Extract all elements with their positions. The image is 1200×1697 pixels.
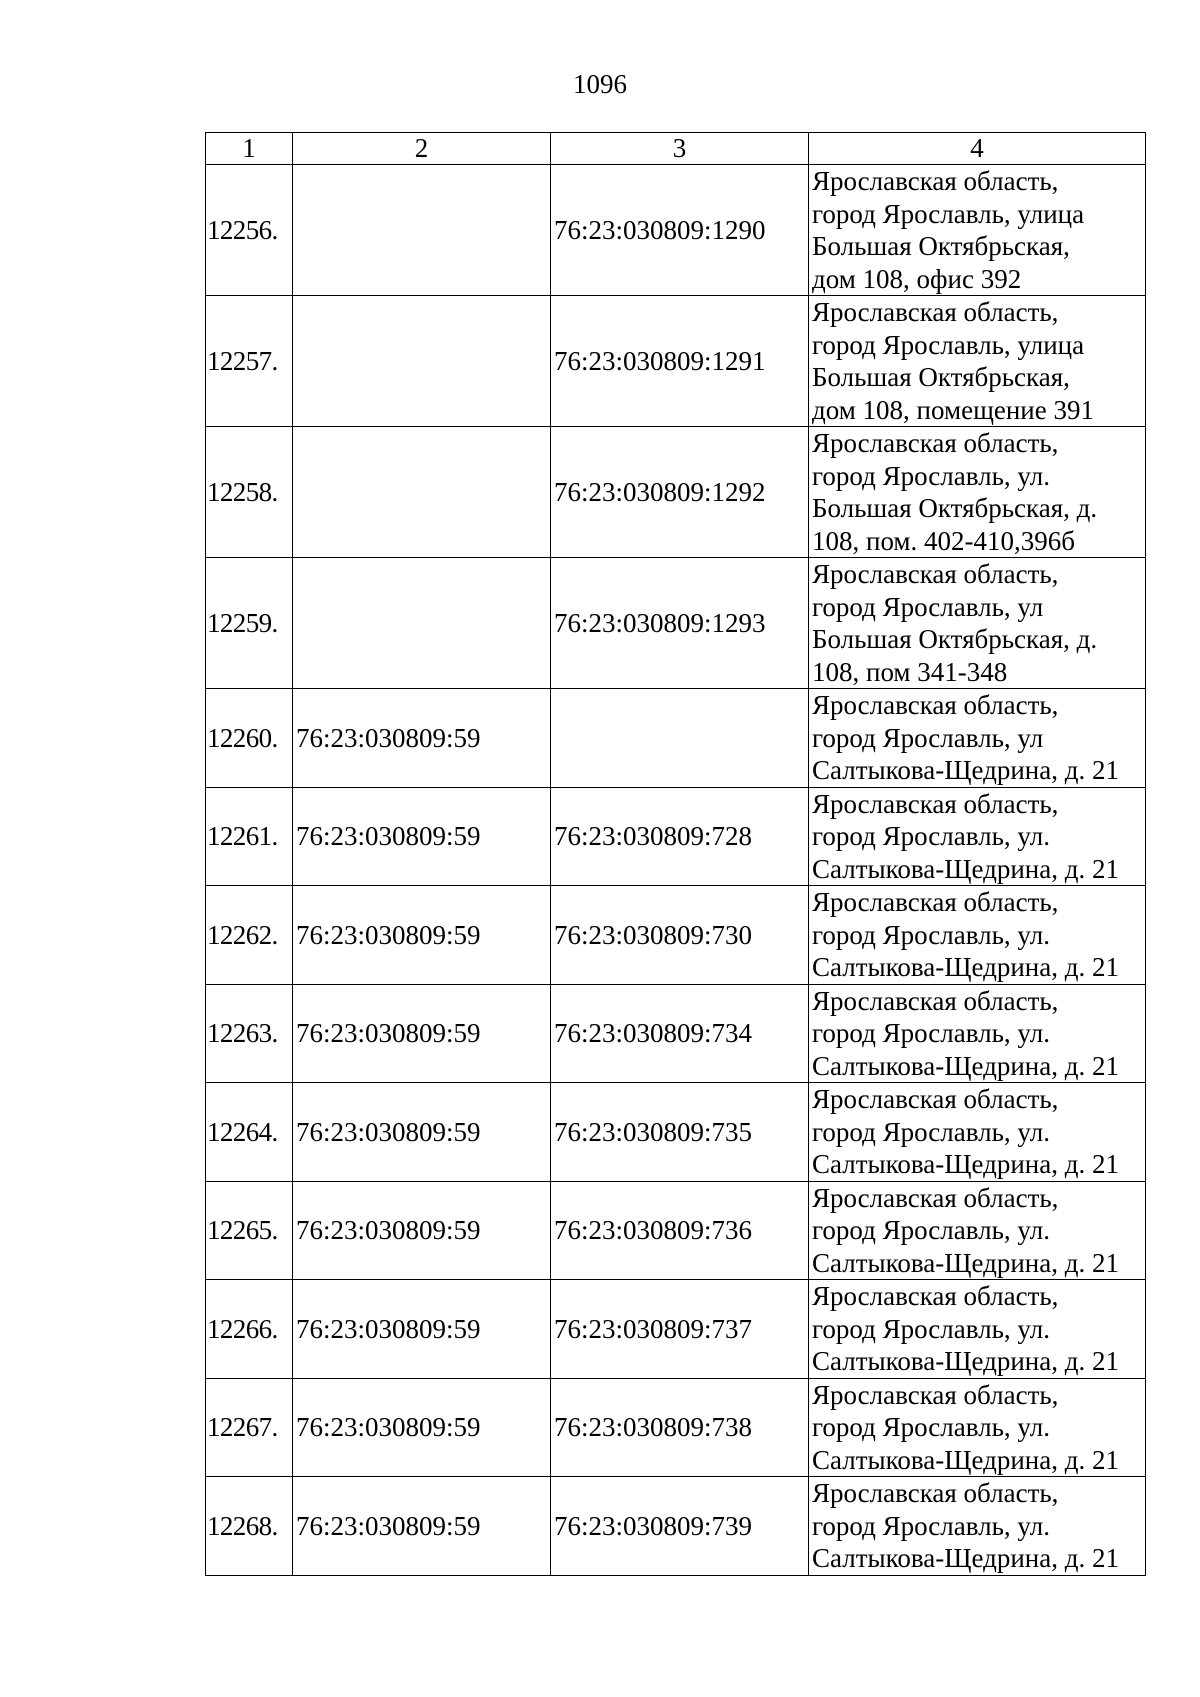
address-line: город Ярославль, ул: [812, 722, 1044, 753]
parcel-number-cell: 76:23:030809:59: [293, 689, 551, 788]
address-line: Салтыкова-Щедрина, д. 21: [812, 1149, 1119, 1179]
address-line: дом 108, офис 392: [812, 263, 1022, 294]
parcel-number-cell: [293, 558, 551, 689]
address-line: Салтыкова-Щедрина, д. 21: [812, 1543, 1119, 1573]
parcel-number-cell: [293, 165, 551, 296]
address-cell: [809, 1477, 1146, 1576]
table-row: [206, 1477, 1146, 1576]
table-row: [206, 558, 1146, 689]
cadastral-number-cell: 76:23:030809:734: [551, 984, 809, 1083]
row-number-cell: 12258.: [206, 427, 293, 558]
address-line: город Ярославль, ул.: [812, 1018, 1050, 1048]
table-row: [206, 296, 1146, 427]
address-line: город Ярославль, ул.: [812, 1313, 1050, 1344]
table-row: [206, 984, 1146, 1083]
header-row: [206, 133, 1146, 165]
parcel-number-cell: [293, 296, 551, 427]
row-number-cell: 12265.: [206, 1181, 293, 1280]
address-line: Ярославская область,: [812, 690, 1059, 720]
address-line: Ярославская область,: [812, 1478, 1059, 1508]
column-header-4: 4: [809, 133, 1146, 165]
row-number-cell: 12256.: [206, 165, 293, 296]
address-line: Ярославская область,: [812, 1281, 1059, 1311]
address-cell: [809, 984, 1146, 1083]
address-cell: [809, 558, 1146, 689]
parcel-number-cell: [293, 427, 551, 558]
cadastral-number-cell: 76:23:030809:1291: [551, 296, 809, 427]
table-row: [206, 689, 1146, 788]
address-line: город Ярославль, улица: [812, 329, 1085, 360]
parcel-number-cell: 76:23:030809:59: [293, 1378, 551, 1477]
address-line: Большая Октябрьская, д.: [812, 493, 1098, 523]
address-line: 108, пом. 402-410,396б: [812, 525, 1075, 556]
row-number-cell: 12267.: [206, 1378, 293, 1477]
address-line: город Ярославль, ул.: [812, 460, 1050, 491]
parcel-number-cell: 76:23:030809:59: [293, 1280, 551, 1379]
address-line: Ярославская область,: [812, 428, 1059, 458]
column-header-1: 1: [206, 133, 293, 165]
cadastral-number-cell: 76:23:030809:1293: [551, 558, 809, 689]
address-cell: [809, 296, 1146, 427]
table-row: [206, 1280, 1146, 1379]
cadastral-number-cell: 76:23:030809:739: [551, 1477, 809, 1576]
row-number-cell: 12268.: [206, 1477, 293, 1576]
address-cell: [809, 165, 1146, 296]
registry-table: [205, 132, 1146, 1576]
address-line: город Ярославль, улица: [812, 198, 1085, 229]
table-row: [206, 165, 1146, 296]
column-header-2: 2: [293, 133, 551, 165]
cadastral-number-cell: 76:23:030809:736: [551, 1181, 809, 1280]
address-cell: [809, 1280, 1146, 1379]
address-line: город Ярославль, ул: [812, 591, 1044, 622]
address-line: 108, пом 341-348: [812, 656, 1008, 687]
address-line: Салтыкова-Щедрина, д. 21: [812, 1444, 1119, 1475]
address-line: Салтыкова-Щедрина, д. 21: [812, 1346, 1119, 1376]
parcel-number-cell: 76:23:030809:59: [293, 1083, 551, 1182]
address-cell: [809, 1181, 1146, 1280]
row-number-cell: 12261.: [206, 787, 293, 886]
address-line: Салтыкова-Щедрина, д. 21: [812, 1050, 1119, 1081]
row-number-cell: 12264.: [206, 1083, 293, 1182]
address-line: Ярославская область,: [812, 1182, 1059, 1213]
parcel-number-cell: 76:23:030809:59: [293, 886, 551, 985]
address-line: дом 108, помещение 391: [812, 394, 1094, 425]
parcel-number-cell: 76:23:030809:59: [293, 1181, 551, 1280]
address-line: Ярославская область,: [812, 1084, 1059, 1114]
address-line: Ярославская область,: [812, 788, 1059, 819]
address-cell: [809, 886, 1146, 985]
address-line: Ярославская область,: [812, 297, 1059, 327]
address-line: Салтыкова-Щедрина, д. 21: [812, 952, 1119, 982]
address-line: Салтыкова-Щедрина, д. 21: [812, 853, 1119, 884]
address-line: Салтыкова-Щедрина, д. 21: [812, 1247, 1119, 1278]
address-cell: [809, 1378, 1146, 1477]
parcel-number-cell: 76:23:030809:59: [293, 984, 551, 1083]
parcel-number-cell: 76:23:030809:59: [293, 1477, 551, 1576]
parcel-number-cell: 76:23:030809:59: [293, 787, 551, 886]
row-number-cell: 12259.: [206, 558, 293, 689]
address-line: Ярославская область,: [812, 985, 1059, 1016]
table-row: [206, 427, 1146, 558]
address-line: Ярославская область,: [812, 166, 1059, 196]
address-cell: [809, 1083, 1146, 1182]
address-cell: [809, 787, 1146, 886]
cadastral-number-cell: 76:23:030809:738: [551, 1378, 809, 1477]
table-row: [206, 1083, 1146, 1182]
cadastral-number-cell: 76:23:030809:728: [551, 787, 809, 886]
cadastral-number-cell: 76:23:030809:730: [551, 886, 809, 985]
address-line: Большая Октябрьская, д.: [812, 624, 1098, 654]
address-line: Ярославская область,: [812, 1379, 1059, 1410]
address-cell: [809, 689, 1146, 788]
cadastral-number-cell: 76:23:030809:737: [551, 1280, 809, 1379]
address-cell: [809, 427, 1146, 558]
row-number-cell: 12263.: [206, 984, 293, 1083]
address-line: Большая Октябрьская,: [812, 362, 1070, 392]
address-line: город Ярославль, ул.: [812, 1116, 1050, 1147]
address-line: город Ярославль, ул.: [812, 821, 1050, 851]
address-line: Большая Октябрьская,: [812, 231, 1070, 261]
address-line: город Ярославль, ул.: [812, 1215, 1050, 1245]
address-line: Ярославская область,: [812, 887, 1059, 917]
table-row: [206, 886, 1146, 985]
address-line: Ярославская область,: [812, 559, 1059, 589]
column-header-3: 3: [551, 133, 809, 165]
cadastral-number-cell: [551, 689, 809, 788]
table-row: [206, 1181, 1146, 1280]
table-row: [206, 787, 1146, 886]
row-number-cell: 12260.: [206, 689, 293, 788]
address-line: город Ярославль, ул.: [812, 919, 1050, 950]
row-number-cell: 12257.: [206, 296, 293, 427]
address-line: город Ярославль, ул.: [812, 1510, 1050, 1541]
row-number-cell: 12262.: [206, 886, 293, 985]
row-number-cell: 12266.: [206, 1280, 293, 1379]
page-number: 1096: [573, 69, 627, 99]
table-header: [206, 133, 1146, 165]
address-line: город Ярославль, ул.: [812, 1412, 1050, 1442]
cadastral-number-cell: 76:23:030809:735: [551, 1083, 809, 1182]
cadastral-number-cell: 76:23:030809:1292: [551, 427, 809, 558]
address-line: Салтыкова-Щедрина, д. 21: [812, 755, 1119, 785]
table-body: [206, 165, 1146, 1576]
table-row: [206, 1378, 1146, 1477]
cadastral-number-cell: 76:23:030809:1290: [551, 165, 809, 296]
